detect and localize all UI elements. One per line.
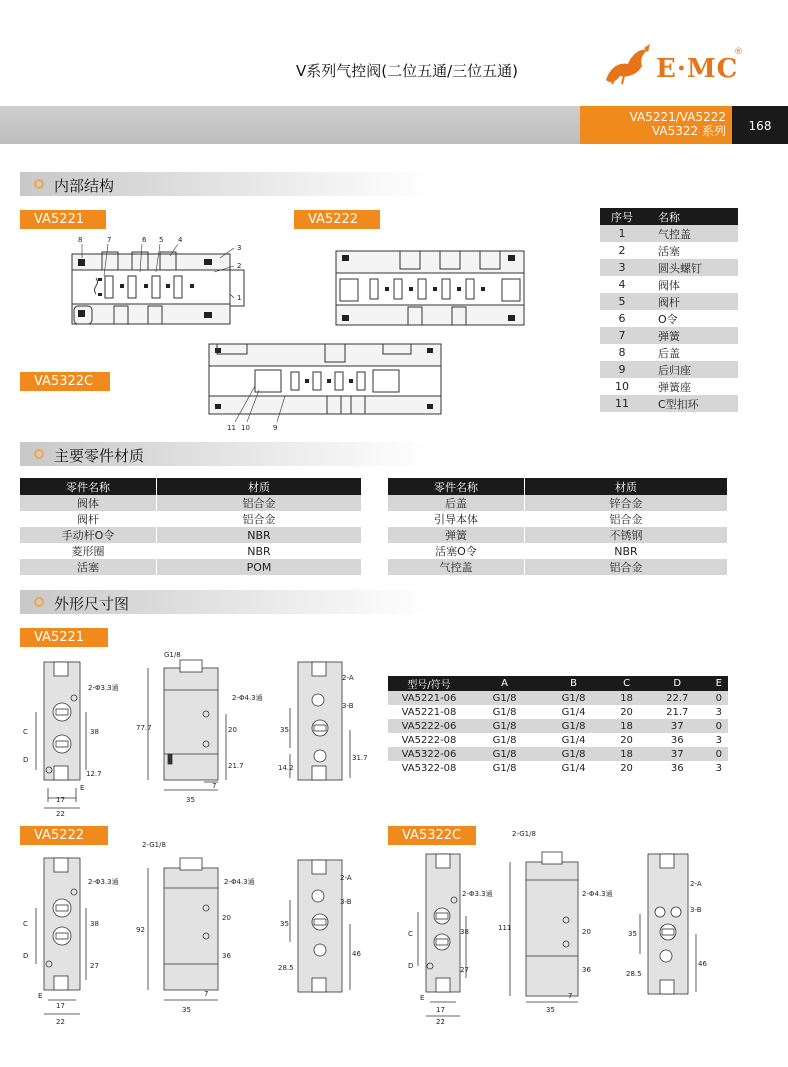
callout-3: 3 bbox=[237, 244, 242, 252]
label-c: C bbox=[23, 728, 28, 736]
va5322c-dimension-drawing bbox=[400, 826, 730, 1026]
header-part: 零件名称 bbox=[20, 478, 157, 495]
dim-17: 17 bbox=[56, 796, 65, 804]
dim-77-7: 77.7 bbox=[136, 724, 152, 732]
cell: 弹簧 bbox=[388, 527, 525, 543]
cell: VA5222-06 bbox=[388, 719, 470, 733]
cell: 6 bbox=[618, 312, 626, 325]
table-row bbox=[600, 378, 738, 395]
dim-35: 35 bbox=[182, 1006, 191, 1014]
header-number: 序号 bbox=[600, 208, 644, 225]
cell: 3 bbox=[715, 734, 722, 746]
dim-21-7: 21.7 bbox=[228, 762, 244, 770]
va5322c-cross-section bbox=[205, 340, 445, 435]
cell: POM bbox=[157, 559, 362, 575]
cell: 弹簧 bbox=[644, 327, 738, 344]
cell: 活塞O令 bbox=[388, 543, 525, 559]
callout-5: 5 bbox=[159, 236, 164, 244]
cell: 10 bbox=[615, 380, 629, 393]
cell: 弹簧座 bbox=[658, 380, 691, 394]
label-d: D bbox=[23, 952, 29, 960]
page-title: V系列气控阀(二位五通/三位五通) bbox=[296, 62, 519, 80]
cell: G1/8 bbox=[539, 719, 608, 733]
label-d: D bbox=[23, 756, 29, 764]
cell: G1/8 bbox=[539, 747, 608, 761]
cell: 8 bbox=[618, 346, 626, 359]
dim-36: 36 bbox=[582, 966, 591, 974]
header-material: 材质 bbox=[525, 478, 728, 495]
hole-label: 2-Φ3.3通 bbox=[462, 890, 493, 898]
table-row bbox=[600, 225, 738, 242]
cell: G1/8 bbox=[470, 747, 539, 761]
cell: G1/8 bbox=[492, 762, 517, 774]
dim-111: 111 bbox=[498, 924, 512, 932]
cell: G1/4 bbox=[561, 706, 586, 718]
cell: NBR bbox=[525, 543, 728, 559]
dim-35: 35 bbox=[628, 930, 637, 938]
cell: 36 bbox=[670, 762, 684, 774]
dim-35: 35 bbox=[280, 920, 289, 928]
table-row bbox=[20, 511, 362, 527]
label-c: C bbox=[23, 920, 28, 928]
hole-label: 2-Φ3.3通 bbox=[88, 878, 119, 886]
cell: 阀杆 bbox=[20, 511, 157, 527]
dim-22: 22 bbox=[56, 1018, 65, 1026]
cell: 引导本体 bbox=[388, 511, 525, 527]
dim-17: 17 bbox=[436, 1006, 445, 1014]
cell: G1/8 bbox=[470, 719, 539, 733]
cell: G1/8 bbox=[539, 691, 608, 705]
cell: 9 bbox=[600, 361, 644, 378]
label-b: 3-B bbox=[690, 906, 702, 914]
cell: 后盖 bbox=[658, 346, 680, 360]
table-row bbox=[388, 747, 728, 761]
callout-2: 2 bbox=[237, 262, 242, 270]
dim-22: 22 bbox=[56, 810, 65, 818]
section-title: 主要零件材质 bbox=[54, 447, 145, 465]
tag-va5221-dim: VA5221 bbox=[20, 628, 108, 647]
dim-7: 7 bbox=[212, 782, 217, 790]
cell: O令 bbox=[658, 312, 678, 326]
callout-1: 1 bbox=[237, 294, 242, 302]
cell: 0 bbox=[710, 691, 729, 705]
dim-92: 92 bbox=[136, 926, 145, 934]
header-name: 名称 bbox=[644, 208, 738, 225]
cell: 3 bbox=[715, 762, 722, 774]
cell: 18 bbox=[608, 719, 645, 733]
label-2-g18: 2-G1/8 bbox=[512, 830, 536, 838]
material-table-left bbox=[20, 478, 362, 575]
dim-7: 7 bbox=[568, 992, 573, 1000]
table-row bbox=[20, 495, 362, 511]
cell: 阀体 bbox=[658, 278, 680, 292]
dim-46: 46 bbox=[352, 950, 361, 958]
dim-14-2: 14.2 bbox=[278, 764, 294, 772]
section-materials bbox=[20, 442, 430, 466]
dim-12-7: 12.7 bbox=[86, 770, 102, 778]
table-row bbox=[600, 395, 738, 412]
cell: 37 bbox=[645, 719, 710, 733]
label-a: 2-A bbox=[342, 674, 354, 682]
cell: G1/4 bbox=[561, 734, 586, 746]
dim-20: 20 bbox=[228, 726, 237, 734]
table-row bbox=[388, 719, 728, 733]
dim-20: 20 bbox=[222, 914, 231, 922]
dim-17: 17 bbox=[56, 1002, 65, 1010]
cell: 20 bbox=[620, 706, 633, 718]
table-row bbox=[600, 293, 738, 310]
dim-27: 27 bbox=[90, 962, 99, 970]
cell: 5 bbox=[600, 293, 644, 310]
cell: 铝合金 bbox=[525, 559, 728, 575]
brand-name: E·MC bbox=[656, 54, 739, 84]
cell: NBR bbox=[157, 543, 362, 559]
series-label bbox=[580, 106, 732, 144]
cell: 铝合金 bbox=[157, 511, 362, 527]
dim-28-5: 28.5 bbox=[626, 970, 642, 978]
dim-28-5: 28.5 bbox=[278, 964, 294, 972]
label-e: E bbox=[38, 992, 43, 1000]
cell: 后归座 bbox=[644, 361, 738, 378]
cell: 锌合金 bbox=[525, 495, 728, 511]
cell: 4 bbox=[618, 278, 626, 291]
dim-35: 35 bbox=[546, 1006, 555, 1014]
label-a: 2-A bbox=[340, 874, 352, 882]
table-row bbox=[388, 761, 728, 775]
cell: 20 bbox=[620, 762, 633, 774]
va5222-dimension-drawing bbox=[18, 840, 378, 1030]
cell: 37 bbox=[645, 747, 710, 761]
header-material: 材质 bbox=[157, 478, 362, 495]
cell: 后盖 bbox=[388, 495, 525, 511]
cell: 3 bbox=[715, 706, 722, 718]
material-table-right bbox=[388, 478, 728, 575]
table-row bbox=[388, 691, 728, 705]
label-d: D bbox=[408, 962, 414, 970]
cell: NBR bbox=[157, 527, 362, 543]
dimension-table bbox=[388, 676, 728, 775]
tag-va5322c-dim: VA5322C bbox=[388, 826, 476, 845]
cell: 21.7 bbox=[666, 706, 689, 718]
cell: 20 bbox=[620, 734, 633, 746]
label-e: E bbox=[420, 994, 425, 1002]
label-b: 3-B bbox=[340, 898, 352, 906]
cell: G1/8 bbox=[492, 734, 517, 746]
table-row bbox=[388, 733, 728, 747]
cell: 不锈钢 bbox=[525, 527, 728, 543]
cell: VA5322-08 bbox=[401, 762, 457, 774]
circle-bullet-icon bbox=[34, 597, 44, 607]
dim-22: 22 bbox=[436, 1018, 445, 1026]
callout-11: 11 bbox=[227, 424, 236, 432]
table-row bbox=[388, 511, 728, 527]
cell: 0 bbox=[710, 747, 729, 761]
cell: 1 bbox=[600, 225, 644, 242]
cell: 活塞 bbox=[20, 559, 157, 575]
series-line-2: VA5322 系列 bbox=[651, 124, 726, 138]
cell: 11 bbox=[600, 395, 644, 412]
cell: 3 bbox=[600, 259, 644, 276]
table-row bbox=[600, 344, 738, 361]
hole-label: 2-Φ4.3通 bbox=[232, 694, 263, 702]
cell: 活塞 bbox=[658, 244, 680, 258]
section-internal-structure bbox=[20, 172, 430, 196]
header-band bbox=[0, 106, 580, 144]
cell: 0 bbox=[710, 719, 729, 733]
section-title: 外形尺寸图 bbox=[54, 595, 130, 613]
page-number: 168 bbox=[732, 106, 788, 144]
table-row bbox=[388, 543, 728, 559]
table-row bbox=[388, 559, 728, 575]
callout-9: 9 bbox=[273, 424, 278, 432]
label-c: C bbox=[408, 930, 413, 938]
cell: 22.7 bbox=[645, 691, 710, 705]
table-row bbox=[600, 242, 738, 259]
hole-label: 2-Φ3.3通 bbox=[88, 684, 119, 692]
cell: VA5221-08 bbox=[401, 706, 457, 718]
dim-31-7: 31.7 bbox=[352, 754, 368, 762]
cell: 圆头螺钉 bbox=[644, 259, 738, 276]
cell: 气控盖 bbox=[644, 225, 738, 242]
table-row bbox=[388, 495, 728, 511]
tag-va5322c: VA5322C bbox=[20, 372, 110, 391]
dim-35: 35 bbox=[186, 796, 195, 804]
cell: 7 bbox=[600, 327, 644, 344]
label-e: E bbox=[80, 784, 85, 792]
cell: G1/4 bbox=[561, 762, 586, 774]
cell: 气控盖 bbox=[388, 559, 525, 575]
table-row bbox=[20, 543, 362, 559]
section-dimensions bbox=[20, 590, 430, 614]
va5222-cross-section bbox=[330, 245, 530, 329]
dim-20: 20 bbox=[582, 928, 591, 936]
callout-8: 8 bbox=[78, 236, 83, 244]
label-b: 3-B bbox=[342, 702, 354, 710]
callout-10: 10 bbox=[241, 424, 250, 432]
dim-38: 38 bbox=[460, 928, 469, 936]
cell: C型扣环 bbox=[644, 395, 738, 412]
series-line-1: VA5221/VA5222 bbox=[629, 110, 726, 124]
dim-7: 7 bbox=[204, 990, 209, 998]
cell: 36 bbox=[670, 734, 684, 746]
label-2-g18: 2-G1/8 bbox=[142, 841, 166, 849]
header-e: E bbox=[710, 676, 729, 691]
circle-bullet-icon bbox=[34, 179, 44, 189]
va5221-cross-section bbox=[60, 232, 260, 332]
cell: 18 bbox=[608, 691, 645, 705]
header-model: 型号/符号 bbox=[388, 676, 470, 691]
header-d: D bbox=[645, 676, 710, 691]
table-row bbox=[600, 361, 738, 378]
dim-38: 38 bbox=[90, 728, 99, 736]
cell: 18 bbox=[608, 747, 645, 761]
registered-mark: ® bbox=[734, 47, 743, 57]
section-title: 内部结构 bbox=[54, 177, 115, 195]
table-row bbox=[600, 310, 738, 327]
tag-va5221: VA5221 bbox=[20, 210, 106, 229]
cell: G1/8 bbox=[492, 706, 517, 718]
tag-va5222-dim: VA5222 bbox=[20, 826, 108, 845]
cell: VA5222-08 bbox=[401, 734, 457, 746]
parts-table-header bbox=[600, 208, 738, 225]
cell: 铝合金 bbox=[157, 495, 362, 511]
header-part: 零件名称 bbox=[388, 478, 525, 495]
cell: VA5322-06 bbox=[388, 747, 470, 761]
cell: 阀体 bbox=[20, 495, 157, 511]
table-row bbox=[388, 527, 728, 543]
cell: 菱形圈 bbox=[20, 543, 157, 559]
table-row bbox=[388, 705, 728, 719]
circle-bullet-icon bbox=[34, 449, 44, 459]
cell: G1/8 bbox=[470, 691, 539, 705]
horse-logo-icon bbox=[598, 40, 658, 90]
dim-36: 36 bbox=[222, 952, 231, 960]
cell: 手动杆O令 bbox=[20, 527, 157, 543]
va5221-dimension-drawing bbox=[18, 650, 378, 820]
callout-4: 4 bbox=[178, 236, 183, 244]
header-a: A bbox=[470, 676, 539, 691]
cell: 阀杆 bbox=[644, 293, 738, 310]
hole-label: 2-Φ4.3通 bbox=[582, 890, 613, 898]
table-row bbox=[600, 259, 738, 276]
header-c: C bbox=[608, 676, 645, 691]
table-row bbox=[20, 527, 362, 543]
cell: 铝合金 bbox=[525, 511, 728, 527]
table-row bbox=[600, 327, 738, 344]
dim-35: 35 bbox=[280, 726, 289, 734]
dim-46: 46 bbox=[698, 960, 707, 968]
dim-38: 38 bbox=[90, 920, 99, 928]
tag-va5222: VA5222 bbox=[294, 210, 380, 229]
cell: 2 bbox=[618, 244, 626, 257]
cell: VA5221-06 bbox=[388, 691, 470, 705]
callout-6: 6 bbox=[142, 236, 147, 244]
table-row bbox=[20, 559, 362, 575]
dim-27: 27 bbox=[460, 966, 469, 974]
hole-label: 2-Φ4.3通 bbox=[224, 878, 255, 886]
callout-7: 7 bbox=[107, 236, 112, 244]
parts-table bbox=[600, 208, 738, 412]
header-b: B bbox=[539, 676, 608, 691]
label-a: 2-A bbox=[690, 880, 702, 888]
label-g18: G1/8 bbox=[164, 651, 181, 659]
table-row bbox=[600, 276, 738, 293]
